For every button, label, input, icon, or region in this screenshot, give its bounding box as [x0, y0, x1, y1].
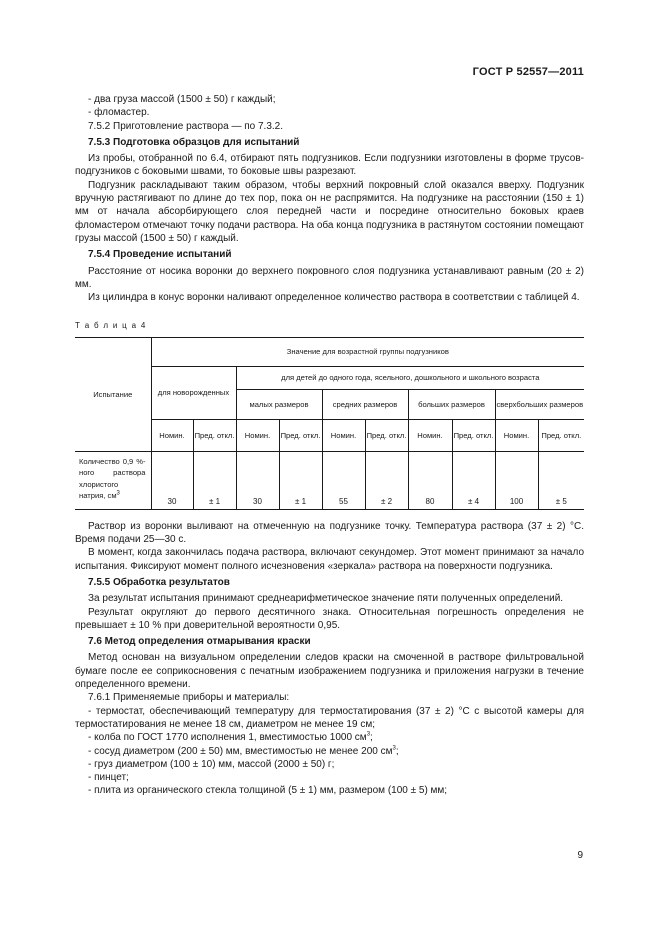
value-cell: ± 1 [193, 451, 236, 509]
section-heading: 7.5.5 Обработка результатов [88, 576, 230, 588]
header-tolerance: Пред. откл. [279, 419, 322, 451]
value-cell: ± 5 [538, 451, 584, 509]
header-newborn: для новорожденных [151, 366, 236, 419]
standard-header: ГОСТ Р 52557—2011 [472, 66, 584, 78]
paragraph: Расстояние от носика воронки до верхнего покровного слоя подгузника устанавливают равным (20 ± 2) мм. [75, 265, 584, 290]
table-4 [75, 337, 584, 510]
paragraph: За результат испытания принимают среднеарифметическое значение пяти полученных определений. [88, 593, 564, 605]
paragraph: Метод основан на визуальном определении следов краски на смоченной в растворе фильтровальной бумаге после ее соприкосновения с печатным изображением подгузника и приложения нагрузки в течение определенного времени. [75, 652, 584, 691]
paragraph: Раствор из воронки выливают на отмеченную на подгузнике точку. Температура раствора (37 ± 2) °С. Время подачи 25—30 с. [75, 520, 584, 546]
header-tolerance: Пред. откл. [452, 419, 495, 451]
section-heading: 7.5.4 Проведение испытаний [88, 249, 232, 261]
list-item: - пинцет; [88, 772, 129, 784]
section-heading: 7.6 Метод определения отмарывания краски [88, 636, 311, 648]
value-cell: 30 [151, 451, 193, 509]
header-children: для детей до одного года, ясельного, дошкольного и школьного возраста [236, 366, 584, 389]
list-item: - груз диаметром (100 ± 10) мм, массой (2000 ± 50) г; [88, 758, 335, 770]
value-cell: ± 1 [279, 451, 322, 509]
table-row [75, 451, 584, 509]
value-cell: 80 [408, 451, 452, 509]
value-cell: 55 [322, 451, 365, 509]
header-nominal: Номин. [151, 419, 193, 451]
header-tolerance: Пред. откл. [365, 419, 408, 451]
value-cell: ± 4 [452, 451, 495, 509]
paragraph: В момент, когда закончилась подача раствора, включают секундомер. Этот момент принимают за начало испытания. Фиксируют момент полного исчезновения «зеркала» раствора на поверхности подгузника. [75, 547, 584, 572]
list-item: - колба по ГОСТ 1770 исполнения 1, вместимостью 1000 $см^3$; [88, 731, 373, 744]
list-item: - плита из органического стекла толщиной (5 ± 1) мм, размером (100 ± 5) мм; [88, 785, 448, 797]
list-item: - термостат, обеспечивающий температуру для термостатирования (37 ± 2) °С с высотой камеры для термостатирования не менее 18 см, диаметром не менее 19 см; [75, 705, 584, 730]
paragraph: Подгузник раскладывают таким образом, чтобы верхний покровный слой оказался вверху. Подгузник вручную растягивают по длине до тех пор, пока он не распрямится. На подгузнике на расстоянии (150 ± 1) мм от начала абсорбирующего слоя передней части и посредине относительно боковых краев фломастером отмечают точку подачи раствора. На оба конца подгузника в растянутом состоянии помещают грузы массой (1500 ± 50) г каждый. [75, 179, 584, 244]
list-item: - сосуд диаметром (200 ± 50) мм, вместимостью не менее 200 $см^3$; [88, 745, 399, 757]
header-nominal: Номин. [408, 419, 452, 451]
header-medium: средних размеров [322, 389, 408, 419]
header-xlarge: сверхбольших размеров [495, 389, 584, 419]
value-cell: ± 2 [365, 451, 408, 509]
page-content [75, 93, 584, 798]
page-number: 9 [577, 850, 583, 861]
table-caption: Т а б л и ц а 4 [75, 321, 147, 331]
paragraph: Результат округляют до первого десятичного знака. Относительная погрешность определения не превышает ± 10 % при доверительной вероятности 0,95. [75, 606, 584, 631]
header-tolerance: Пред. откл. [193, 419, 236, 451]
row-label: Количество 0,9 %-ного раствора хлористого натрия, $см^3$ [75, 451, 151, 509]
header-nominal: Номин. [322, 419, 365, 451]
value-cell: 100 [495, 451, 538, 509]
header-tolerance: Пред. откл. [538, 419, 584, 451]
value-cell: 30 [236, 451, 279, 509]
header-large: больших размеров [408, 389, 495, 419]
paragraph: 7.6.1 Применяемые приборы и материалы: [88, 692, 290, 704]
header-nominal: Номин. [495, 419, 538, 451]
header-test: Испытание [75, 337, 151, 451]
paragraph: Из пробы, отобранной по 6.4, отбирают пять подгузников. Если подгузники изготовлены в форме трусов-подгузников с боковыми швами, то боковые швы разрезают. [75, 153, 584, 178]
list-item: - фломастер. [88, 107, 150, 119]
header-group: Значение для возрастной группы подгузников [151, 337, 584, 366]
paragraph: Из цилиндра в конус воронки наливают определенное количество раствора в соответствии с таблицей 4. [88, 292, 580, 304]
header-small: малых размеров [236, 389, 322, 419]
section-heading: 7.5.3 Подготовка образцов для испытаний [88, 136, 300, 148]
header-nominal: Номин. [236, 419, 279, 451]
list-item: - два груза массой (1500 ± 50) г каждый; [88, 94, 276, 105]
paragraph: 7.5.2 Приготовление раствора — по 7.3.2. [88, 120, 283, 132]
